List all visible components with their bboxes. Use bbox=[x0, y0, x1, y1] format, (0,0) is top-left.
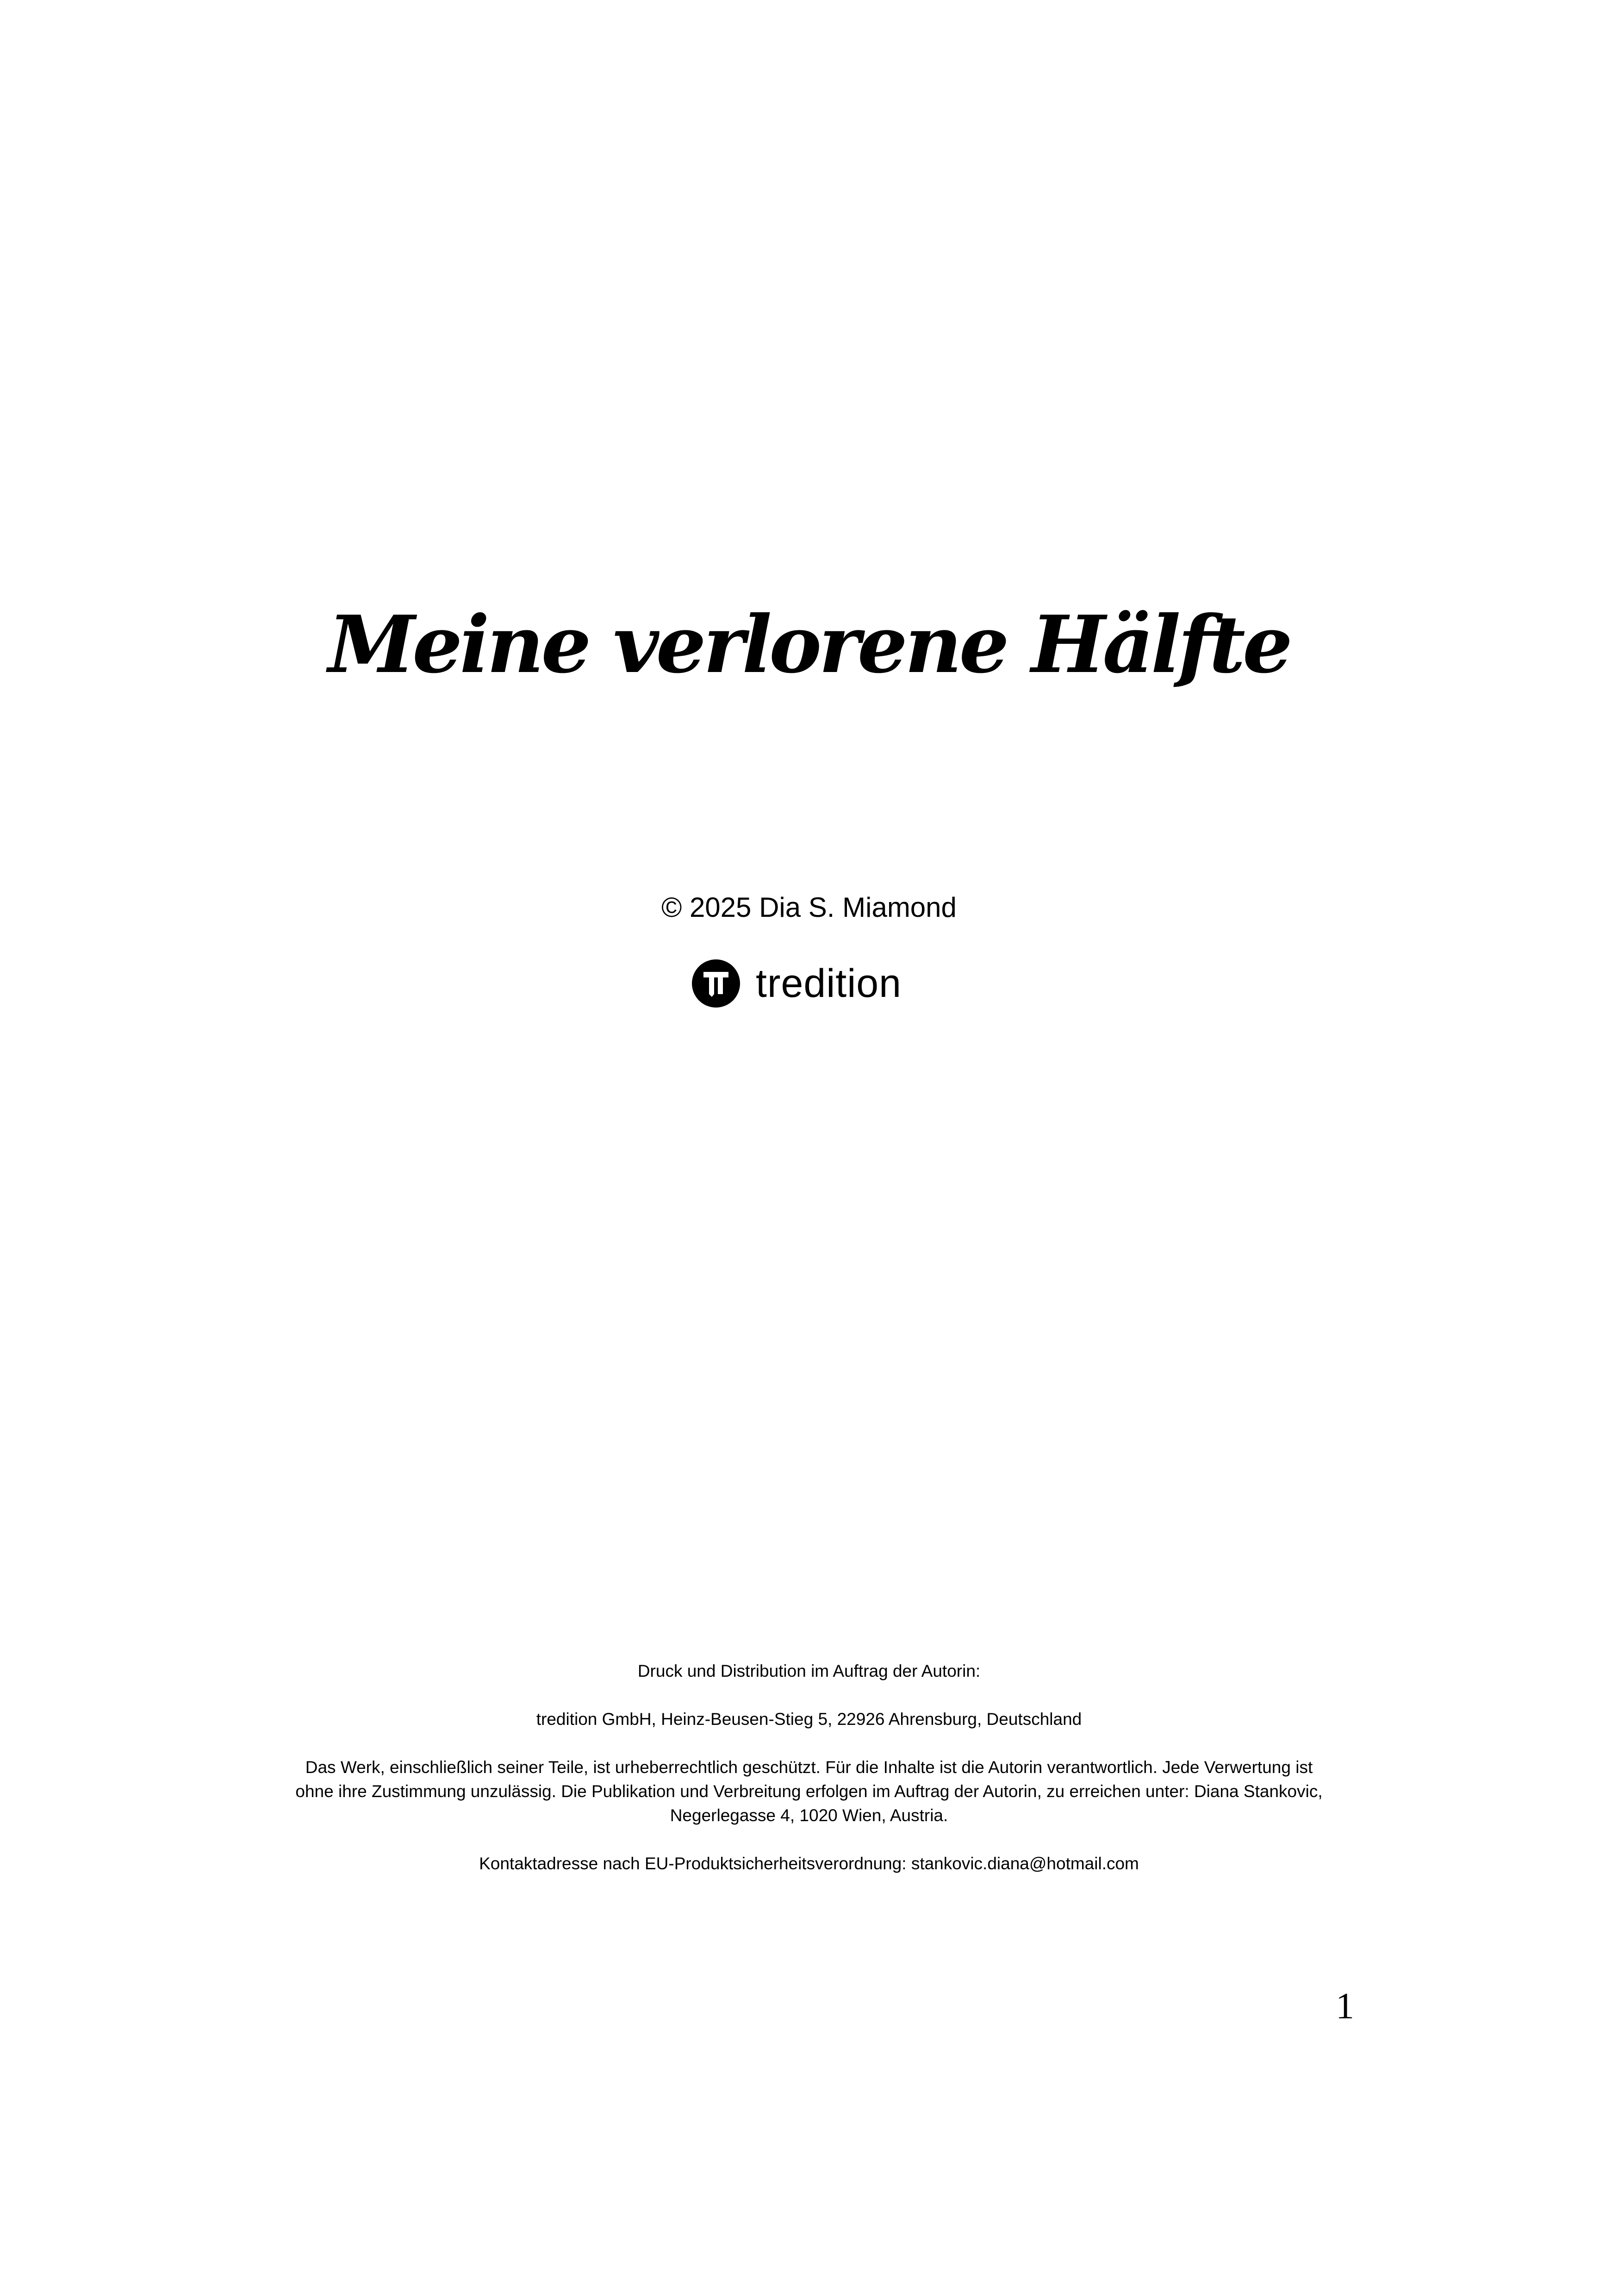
imprint-rights-line: ohne ihre Zustimmung unzulässig. Die Publikation und Verbreitung erfolgen im Auftrag der Autorin, zu erreichen unter: Diana Stankovic, bbox=[295, 1782, 1323, 1801]
publisher-wordmark: tredition bbox=[756, 961, 902, 1006]
imprint-address-line: tredition GmbH, Heinz-Beusen-Stieg 5, 22926 Ahrensburg, Deutschland bbox=[536, 1710, 1082, 1729]
tredition-logo-icon bbox=[692, 959, 740, 1008]
book-title: Meine verlorene Hälfte bbox=[328, 598, 1290, 691]
imprint-print-line: Druck und Distribution im Auftrag der Autorin: bbox=[637, 1661, 981, 1680]
publisher-logo bbox=[692, 956, 902, 1011]
imprint-rights-text bbox=[259, 1755, 1359, 1828]
imprint-rights-line: Negerlegasse 4, 1020 Wien, Austria. bbox=[670, 1806, 948, 1825]
copyright-line: © 2025 Dia S. Miamond bbox=[661, 892, 957, 923]
imprint-contact-line: Kontaktadresse nach EU-Produktsicherheitsverordnung: stankovic.diana@hotmail.com bbox=[479, 1854, 1139, 1873]
page-number: 1 bbox=[1336, 1986, 1354, 2027]
imprint-rights-line: Das Werk, einschließlich seiner Teile, ist urheberrechtlich geschützt. Für die Inhalte ist die Autorin verantwortlich. Jede Verwertung ist bbox=[305, 1758, 1313, 1777]
imprint-block bbox=[259, 1659, 1359, 1900]
